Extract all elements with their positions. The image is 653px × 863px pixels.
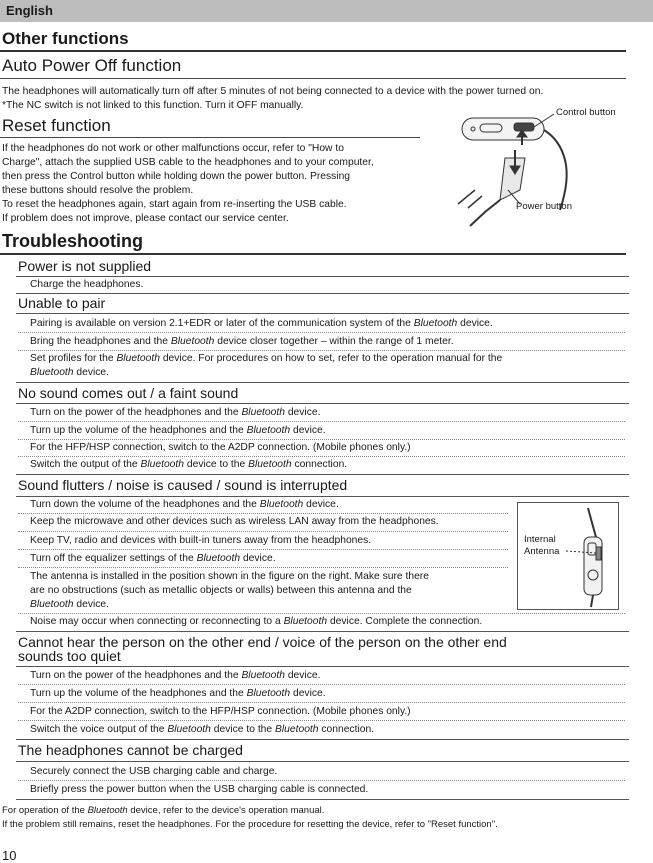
antenna-label-line2: Antenna — [524, 546, 560, 557]
list-item: Turn down the volume of the headphones and the Bluetooth device. — [30, 499, 339, 510]
list-item: Turn up the volume of the headphones and the Bluetooth device. — [30, 688, 326, 699]
list-item: Turn off the equalizer settings of the Bluetooth device. — [30, 553, 276, 564]
list-item: Keep the microwave and other devices such as wireless LAN away from the headphones. — [30, 516, 439, 527]
list-item: Bring the headphones and the Bluetooth device closer together – within the range of 1 meter. — [30, 336, 454, 347]
dotted-divider — [18, 780, 625, 781]
list-item: Charge the headphones. — [30, 279, 144, 290]
control-button-label: Control button — [556, 107, 616, 118]
divider — [0, 253, 626, 255]
section-title-line2: sounds too quiet — [18, 648, 121, 664]
footer-note-1: For operation of the Bluetooth device, refer to the device's operation manual. — [2, 805, 325, 816]
list-item: For the HFP/HSP connection, switch to the A2DP connection. (Mobile phones only.) — [30, 442, 411, 453]
dotted-divider — [18, 702, 625, 703]
list-item: Keep TV, radio and devices with built-in tuners away from the headphones. — [30, 535, 372, 546]
list-item: Bluetooth device. — [30, 367, 110, 378]
list-item: Bluetooth device. — [30, 599, 110, 610]
list-item: Briefly press the power button when the USB charging cable is connected. — [30, 784, 369, 795]
divider — [16, 739, 629, 740]
dotted-divider — [18, 720, 625, 721]
list-item: Switch the output of the Bluetooth device to the Bluetooth connection. — [30, 459, 348, 470]
section-title-cannot-hear-cont — [18, 648, 121, 665]
reset-function-title: Reset function — [2, 116, 111, 135]
divider — [16, 403, 629, 404]
list-item: Securely connect the USB charging cable and charge. — [30, 766, 278, 777]
dotted-divider — [18, 332, 625, 333]
list-item: Pairing is available on version 2.1+EDR or later of the communication system of the Bluetooth device. — [30, 318, 493, 329]
list-item: are no obstructions (such as metallic objects or walls) between this antenna and the — [30, 585, 412, 596]
section-title-power: Power is not supplied — [18, 258, 152, 274]
list-item: The antenna is installed in the position shown in the figure on the right. Make sure there — [30, 571, 429, 582]
reset-text-4: these buttons should resolve the problem. — [2, 185, 194, 196]
section-title-line1: Cannot hear the person on the other end / voice of the person on the other end — [18, 634, 507, 650]
dotted-divider — [18, 613, 625, 614]
dotted-divider — [18, 549, 508, 550]
footer-note-2: If the problem still remains, reset the headphones. For the procedure for resetting the device, refer to "Reset function". — [2, 819, 498, 830]
list-item: For the A2DP connection, switch to the HFP/HSP connection. (Mobile phones only.) — [30, 706, 411, 717]
divider — [16, 276, 629, 277]
dotted-divider — [18, 684, 625, 685]
divider — [16, 293, 629, 294]
auto-power-off-title: Auto Power Off function — [2, 56, 182, 75]
dotted-divider — [18, 513, 508, 514]
antenna-label-line1: Internal — [524, 534, 556, 545]
list-item: Switch the voice output of the Bluetooth device to the Bluetooth connection. — [30, 724, 375, 735]
language-label: English — [6, 3, 53, 18]
section-title-charge: The headphones cannot be charged — [18, 742, 243, 758]
section-title-pair: Unable to pair — [18, 295, 106, 311]
dotted-divider — [18, 439, 625, 440]
antenna-figure — [517, 502, 619, 610]
power-button-label: Power button — [516, 201, 572, 212]
reset-text-5: To reset the headphones again, start again from re-inserting the USB cable. — [2, 199, 347, 210]
reset-text-1: If the headphones do not work or other malfunctions occur, refer to "How to — [2, 143, 344, 154]
list-item: Set profiles for the Bluetooth device. For procedures on how to set, refer to the operation manual for the — [30, 353, 503, 364]
divider — [16, 761, 629, 762]
troubleshooting-title: Troubleshooting — [2, 231, 143, 251]
auto-power-off-text-2: *The NC switch is not linked to this function. Turn it OFF manually. — [2, 100, 304, 111]
auto-power-off-text-1: The headphones will automatically turn off after 5 minutes of not being connected to a device with the power turned on. — [2, 86, 544, 97]
reset-text-3: then press the Control button while holding down the power button. Pressing — [2, 171, 351, 182]
divider — [0, 137, 420, 138]
divider — [16, 631, 629, 632]
divider — [16, 382, 629, 383]
divider — [0, 78, 626, 79]
divider — [16, 666, 629, 667]
list-item: Turn up the volume of the headphones and the Bluetooth device. — [30, 425, 326, 436]
reset-text-2: Charge", attach the supplied USB cable to the headphones and to your computer, — [2, 157, 374, 168]
page-number: 10 — [2, 848, 17, 863]
list-item: Turn on the power of the headphones and the Bluetooth device. — [30, 407, 321, 418]
dotted-divider — [18, 567, 508, 568]
list-item: Turn on the power of the headphones and the Bluetooth device. — [30, 670, 321, 681]
language-header-bar — [0, 0, 653, 22]
section-title-no-sound: No sound comes out / a faint sound — [18, 385, 239, 401]
dotted-divider — [18, 531, 508, 532]
divider — [16, 799, 629, 800]
divider — [16, 474, 629, 475]
divider — [16, 313, 629, 314]
list-item: Noise may occur when connecting or reconnecting to a Bluetooth device. Complete the connection. — [30, 616, 483, 627]
dotted-divider — [18, 421, 625, 422]
section-title-flutter: Sound flutters / noise is caused / sound is interrupted — [18, 477, 348, 493]
dotted-divider — [18, 350, 625, 351]
dotted-divider — [18, 456, 625, 457]
divider — [0, 50, 626, 52]
reset-text-6: If problem does not improve, please contact our service center. — [2, 213, 289, 224]
other-functions-title: Other functions — [2, 29, 129, 48]
divider — [16, 496, 629, 497]
